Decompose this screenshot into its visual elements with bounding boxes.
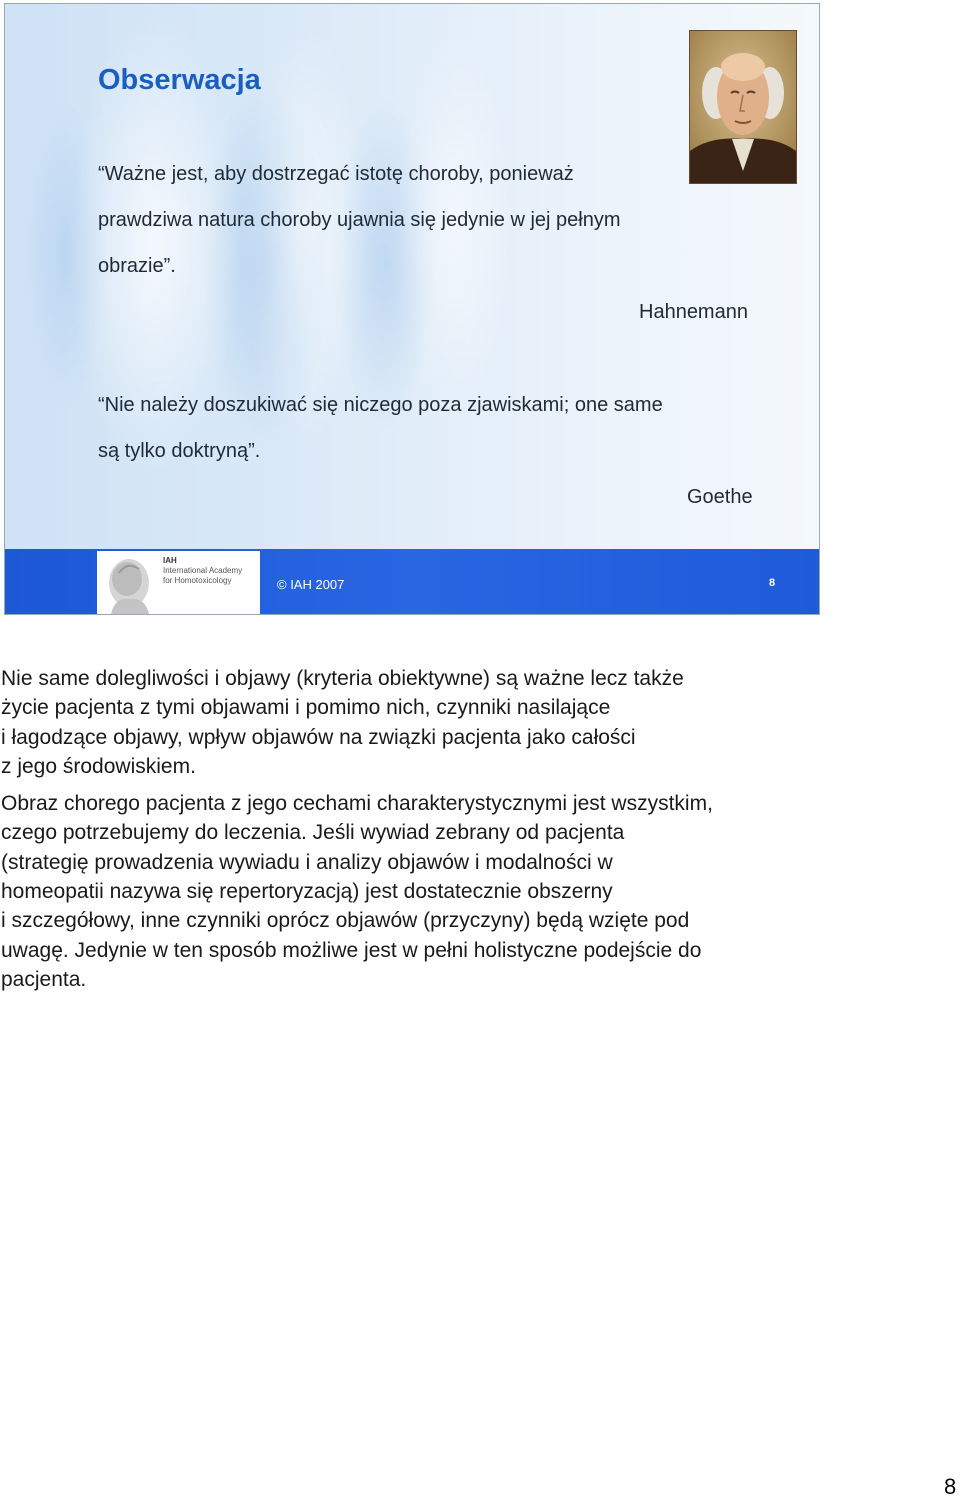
presentation-slide <box>4 3 820 615</box>
slide-title: Obserwacja <box>98 64 261 96</box>
speaker-notes <box>1 664 901 994</box>
copyright-text: © IAH 2007 <box>277 577 345 592</box>
quote-hahnemann-line-3: obrazie”. <box>98 255 176 277</box>
quote-hahnemann-line-1: “Ważne jest, aby dostrzegać istotę choroby, ponieważ <box>98 163 574 185</box>
notes-p1-line-4: z jego środowiskiem. <box>1 754 196 778</box>
iah-logo <box>97 551 260 614</box>
notes-p2-line-6: uwagę. Jedynie w ten sposób możliwe jest w pełni holistyczne podejście do <box>1 938 702 962</box>
notes-p1-line-3: i łagodzące objawy, wpływ objawów na związki pacjenta jako całości <box>1 725 636 749</box>
logo-abbr: IAH <box>163 556 177 565</box>
notes-p2-line-7: pacjenta. <box>1 967 87 991</box>
page-number: 8 <box>944 1474 957 1499</box>
quote-hahnemann-line-2: prawdziwa natura choroby ujawnia się jedynie w jej pełnym <box>98 209 621 231</box>
notes-p2-line-5: i szczegółowy, inne czynniki oprócz objawów (przyczyny) będą wzięte pod <box>1 909 690 933</box>
notes-p2-line-1: Obraz chorego pacjenta z jego cechami charakterystycznymi jest wszystkim, <box>1 792 713 816</box>
logo-line-1: International Academy <box>163 566 243 575</box>
quote-goethe-line-1: “Nie należy doszukiwać się niczego poza zjawiskami; one same <box>98 394 663 416</box>
notes-p1-line-2: życie pacjenta z tymi objawami i pomimo nich, czynniki nasilające <box>1 696 611 720</box>
notes-p2-line-4: homeopatii nazywa się repertoryzacją) jest dostatecznie obszerny <box>1 880 613 904</box>
slide-footer-bar <box>5 549 820 615</box>
hahnemann-portrait <box>689 30 797 184</box>
notes-p2-line-2: czego potrzebujemy do leczenia. Jeśli wywiad zebrany od pacjenta <box>1 821 625 845</box>
logo-text <box>163 556 242 586</box>
logo-line-2: for Homotoxicology <box>163 576 232 585</box>
quote-goethe-line-2: są tylko doktryną”. <box>98 440 261 462</box>
slide-number: 8 <box>769 577 776 589</box>
notes-p2-line-3: (strategię prowadzenia wywiadu i analizy objawów i modalności w <box>1 850 613 874</box>
quote-author-hahnemann: Hahnemann <box>639 301 748 323</box>
quote-author-goethe: Goethe <box>687 486 753 508</box>
notes-p1-line-1: Nie same dolegliwości i objawy (kryteria obiektywne) są ważne lecz także <box>1 667 684 690</box>
